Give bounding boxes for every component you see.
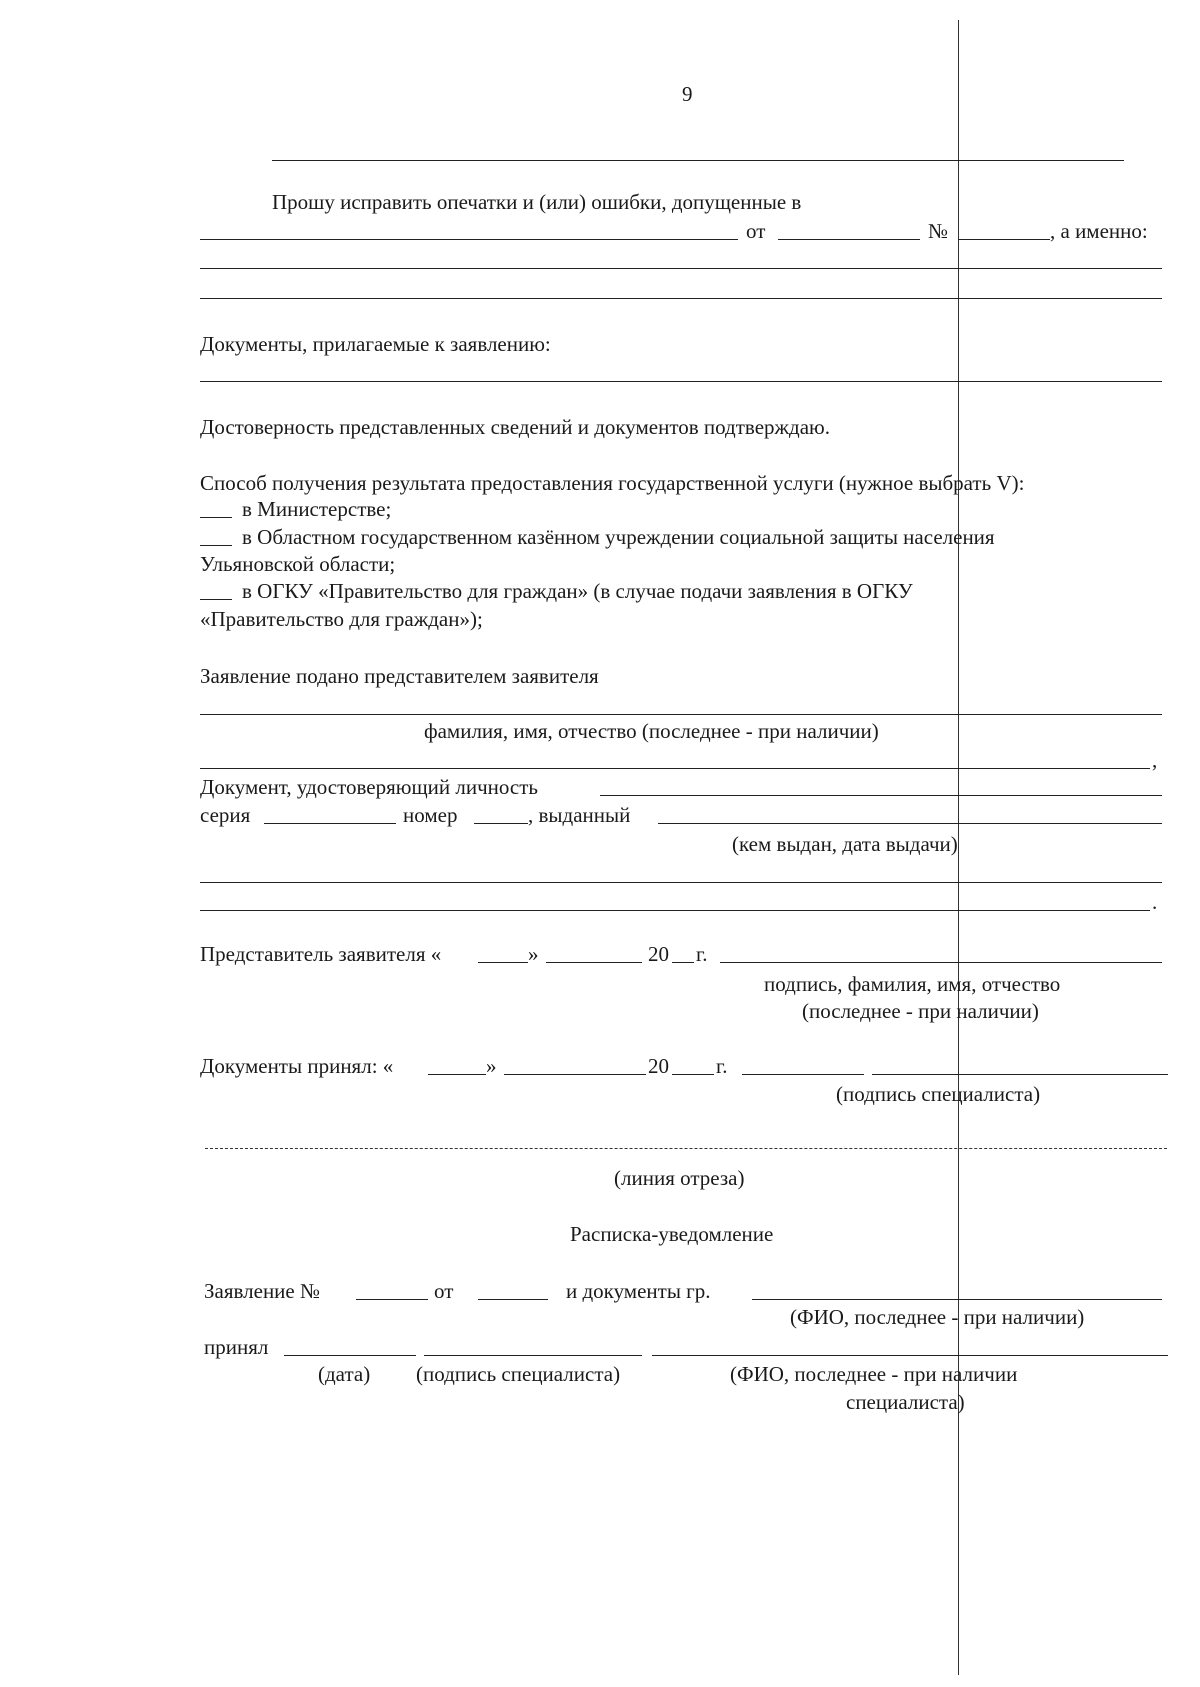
attached-docs-line[interactable] bbox=[200, 381, 1162, 382]
accepted-year-prefix: 20 bbox=[648, 1054, 669, 1078]
trailing-period: . bbox=[1152, 890, 1158, 914]
document-blank[interactable] bbox=[200, 239, 738, 240]
receipt-from-label: от bbox=[434, 1279, 454, 1303]
number-blank-rep[interactable] bbox=[474, 823, 528, 824]
receipt-title: Расписка-уведомление bbox=[570, 1222, 774, 1246]
option3-label-line1: в ОГКУ «Правительство для граждан» (в случае подачи заявления в ОГКУ bbox=[242, 579, 913, 603]
option2-label-line1: в Областном государственном казённом учреждении социальной защиты населения bbox=[242, 525, 995, 549]
rep-signature-label: Представитель заявителя « bbox=[200, 942, 442, 966]
request-namely: , а именно: bbox=[1050, 219, 1148, 243]
rep-close-quote: » bbox=[528, 942, 539, 966]
accepted-caption: (подпись специалиста) bbox=[836, 1082, 1041, 1106]
representative-extra-line[interactable] bbox=[200, 768, 1150, 769]
namely-line-1[interactable] bbox=[200, 268, 1162, 269]
receipt-accepted-date-blank[interactable] bbox=[284, 1355, 416, 1356]
issued-label: , выданный bbox=[528, 803, 631, 827]
number-label: номер bbox=[403, 803, 458, 827]
receipt-accepted-label: принял bbox=[204, 1335, 269, 1359]
accepted-day-blank[interactable] bbox=[428, 1074, 486, 1075]
rep-signature-caption-1: подпись, фамилия, имя, отчество bbox=[764, 972, 1061, 996]
accepted-year-blank[interactable] bbox=[672, 1074, 714, 1075]
rep-year-prefix: 20 bbox=[648, 942, 669, 966]
cut-line-caption: (линия отреза) bbox=[614, 1166, 745, 1190]
option3-label-line2: «Правительство для граждан»); bbox=[200, 607, 483, 631]
rep-signature-caption-2: (последнее - при наличии) bbox=[802, 999, 1039, 1023]
date-blank[interactable] bbox=[778, 239, 920, 240]
receipt-fio-blank[interactable] bbox=[752, 1299, 1162, 1300]
rep-year-suffix: г. bbox=[696, 942, 708, 966]
issued-extra-line-2[interactable] bbox=[200, 910, 1150, 911]
option1-checkbox-blank[interactable] bbox=[200, 517, 232, 518]
method-heading: Способ получения результата предоставления государственной услуги (нужное выбрать V): bbox=[200, 471, 1025, 495]
cut-line bbox=[205, 1148, 1167, 1149]
option2-label-line2: Ульяновской области; bbox=[200, 552, 396, 576]
accepted-signature-blank-2[interactable] bbox=[872, 1074, 1168, 1075]
representative-fio-line[interactable] bbox=[200, 714, 1162, 715]
accepted-signature-blank-1[interactable] bbox=[742, 1074, 864, 1075]
representative-heading: Заявление подано представителем заявителя bbox=[200, 664, 599, 688]
rep-signature-blank[interactable] bbox=[720, 962, 1162, 963]
request-number-label: № bbox=[928, 219, 949, 243]
receipt-number-blank[interactable] bbox=[356, 1299, 428, 1300]
series-blank[interactable] bbox=[264, 823, 396, 824]
option3-checkbox-blank[interactable] bbox=[200, 599, 232, 600]
issued-blank[interactable] bbox=[658, 823, 1162, 824]
accepted-month-blank[interactable] bbox=[504, 1074, 646, 1075]
request-from-label: от bbox=[746, 219, 766, 243]
attached-docs-label: Документы, прилагаемые к заявлению: bbox=[200, 332, 551, 356]
rep-day-blank[interactable] bbox=[478, 962, 528, 963]
receipt-accepted-signature-blank[interactable] bbox=[424, 1355, 642, 1356]
page-number: 9 bbox=[682, 82, 693, 106]
series-label: серия bbox=[200, 803, 251, 827]
id-doc-blank[interactable] bbox=[600, 795, 1162, 796]
receipt-signature-caption: (подпись специалиста) bbox=[416, 1362, 621, 1386]
receipt-documents-label: и документы гр. bbox=[566, 1279, 711, 1303]
rep-month-blank[interactable] bbox=[546, 962, 642, 963]
rep-year-blank[interactable] bbox=[672, 962, 694, 963]
accepted-year-suffix: г. bbox=[716, 1054, 728, 1078]
trailing-comma: , bbox=[1152, 748, 1158, 772]
option2-checkbox-blank[interactable] bbox=[200, 545, 232, 546]
confirmation-text: Достоверность представленных сведений и документов подтверждаю. bbox=[200, 415, 830, 439]
number-blank[interactable] bbox=[958, 239, 1050, 240]
id-doc-label: Документ, удостоверяющий личность bbox=[200, 775, 538, 799]
issued-caption: (кем выдан, дата выдачи) bbox=[732, 832, 958, 856]
receipt-specialist-caption-1: (ФИО, последнее - при наличии bbox=[730, 1362, 1018, 1386]
issued-extra-line-1[interactable] bbox=[200, 882, 1162, 883]
request-line-1: Прошу исправить опечатки и (или) ошибки, допущенные в bbox=[272, 190, 802, 214]
receipt-accepted-fio-blank[interactable] bbox=[652, 1355, 1168, 1356]
receipt-specialist-caption-2: специалиста) bbox=[846, 1390, 965, 1414]
receipt-fio-caption: (ФИО, последнее - при наличии) bbox=[790, 1305, 1085, 1329]
header-rule bbox=[272, 160, 1124, 161]
receipt-date-caption: (дата) bbox=[318, 1362, 371, 1386]
accepted-close-quote: » bbox=[486, 1054, 497, 1078]
namely-line-2[interactable] bbox=[200, 298, 1162, 299]
option1-label: в Министерстве; bbox=[242, 497, 392, 521]
representative-fio-caption: фамилия, имя, отчество (последнее - при наличии) bbox=[424, 719, 879, 743]
receipt-date-blank[interactable] bbox=[478, 1299, 548, 1300]
accepted-label: Документы принял: « bbox=[200, 1054, 394, 1078]
receipt-application-label: Заявление № bbox=[204, 1279, 321, 1303]
